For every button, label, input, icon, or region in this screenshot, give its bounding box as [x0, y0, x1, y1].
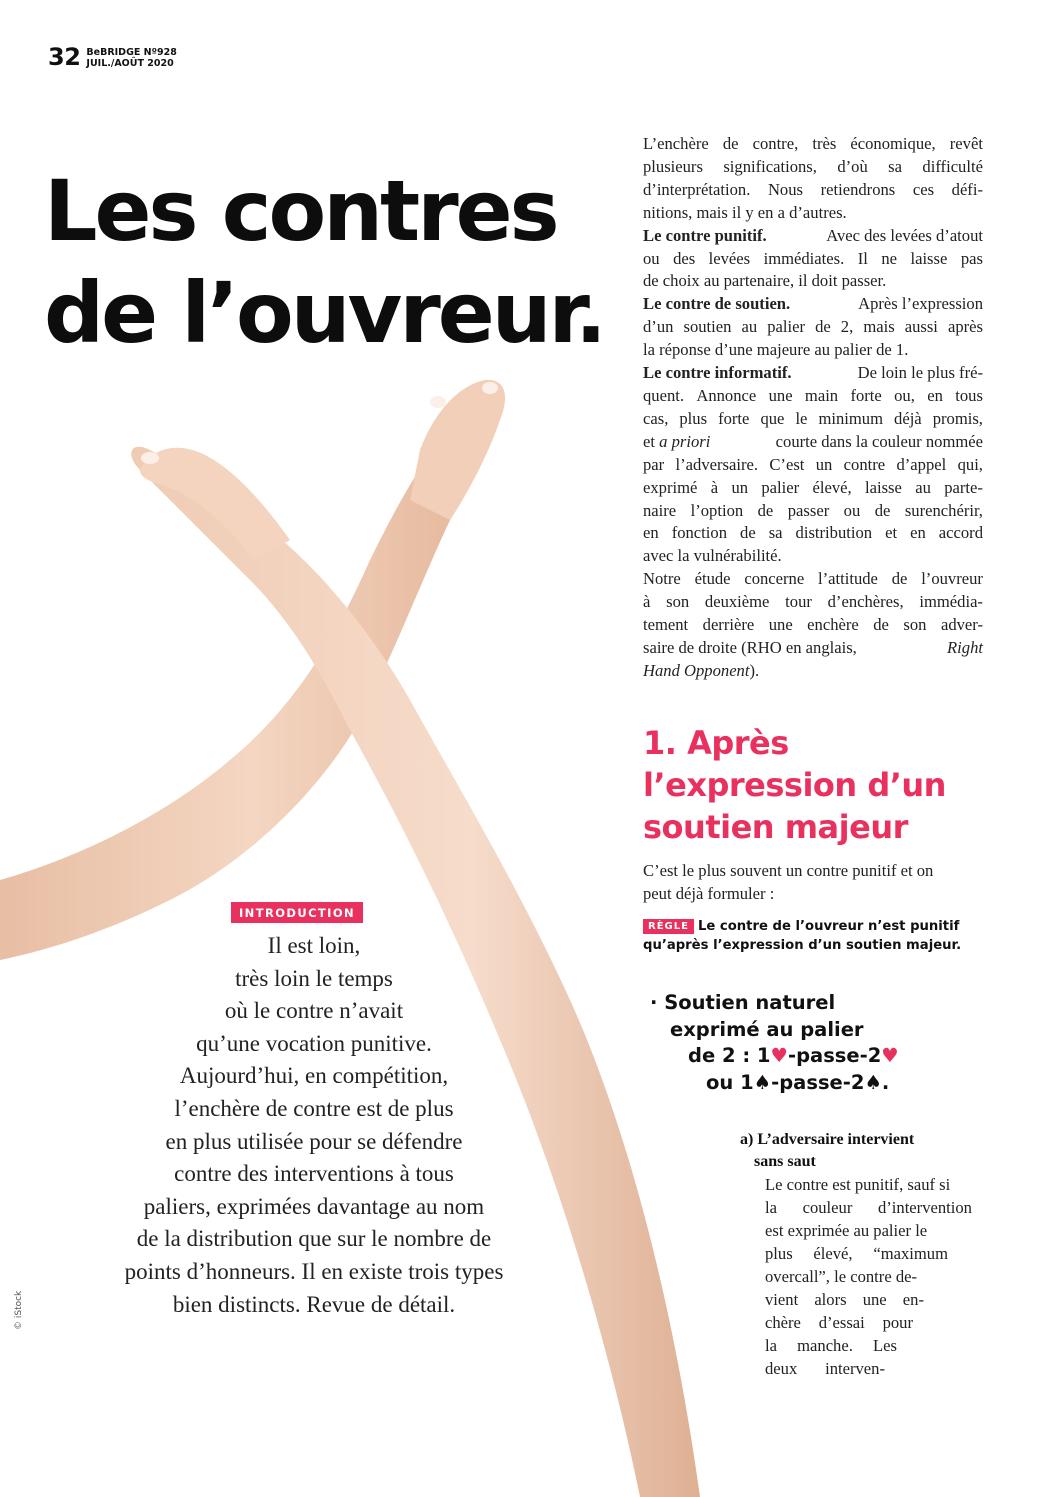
subsection-heading-line-1: a) L’adversaire intervient	[740, 1131, 915, 1148]
word: deux	[765, 1359, 798, 1378]
body-line	[643, 568, 983, 591]
word: forte	[718, 408, 750, 428]
word: l’option	[690, 500, 744, 520]
word: contre	[843, 454, 886, 474]
section-title-line: l’expression d’un	[643, 766, 946, 804]
word: de	[891, 569, 908, 589]
word: sa	[888, 156, 902, 176]
intro-line: l’enchère de contre est de plus	[174, 1095, 454, 1121]
subsection-heading-line-2: sans saut	[754, 1153, 816, 1170]
intro-line: en plus utilisée pour se défendre	[165, 1128, 463, 1154]
word: tour	[785, 592, 812, 612]
word: est exprimée au palier le	[765, 1221, 928, 1240]
subsection-line	[765, 1357, 885, 1380]
heart-icon: ♥	[881, 1044, 899, 1067]
introduction-label: INTRODUCTION	[231, 902, 363, 923]
word: très	[812, 134, 837, 153]
section-intro	[643, 859, 983, 905]
word: en	[643, 523, 659, 543]
section-title	[643, 722, 946, 848]
word: cas,	[643, 408, 669, 428]
word: forte	[850, 385, 882, 405]
word: à	[643, 592, 651, 612]
word: ne	[881, 248, 897, 268]
intro-line: de la distribution que sur le nombre de	[136, 1226, 492, 1252]
word: d’où	[837, 156, 868, 176]
subsection-line	[765, 1196, 972, 1219]
word: de	[874, 500, 891, 520]
word: surenchérir,	[904, 500, 983, 520]
section-title-line: soutien majeur	[643, 808, 908, 846]
word: le	[795, 408, 808, 428]
word: concerne	[744, 569, 805, 589]
word: deuxième	[704, 592, 770, 612]
word: de	[740, 523, 756, 543]
intro-line: bien distincts. Revue de détail.	[172, 1291, 456, 1317]
body-line	[643, 156, 983, 179]
word: adver-	[940, 615, 983, 635]
body-line-informatif: Le contre informatif. De loin le plus fré-	[643, 362, 983, 385]
word: Nous	[767, 179, 803, 199]
word: son	[666, 592, 690, 612]
word: la	[765, 1198, 777, 1217]
word: que	[760, 408, 785, 428]
word: un	[731, 477, 749, 497]
word: et	[885, 523, 898, 543]
body-line: la réponse d’une majeure au palier de 1.	[643, 340, 909, 360]
body-line-soutien: Le contre de soutien. Après l’expression	[643, 293, 983, 316]
word: d’intervention	[877, 1198, 972, 1217]
rule-text-line-2: qu’après l’expression d’un soutien majeur.	[643, 938, 962, 953]
word: Il	[857, 248, 868, 268]
word: soutien	[683, 317, 732, 337]
word: manche.	[797, 1336, 853, 1355]
word: élevé,	[812, 477, 852, 497]
word: derrière	[702, 615, 755, 635]
term-soutien: Le contre de soutien.	[643, 294, 791, 314]
word: son	[903, 615, 927, 635]
word: après	[947, 317, 983, 337]
word: main	[804, 385, 839, 405]
word: sa	[768, 523, 783, 543]
body-line-a-priori: et a priori courte dans la couleur nommée	[643, 431, 983, 451]
intro-line: paliers, exprimées davantage au nom	[143, 1193, 485, 1219]
rule-box	[643, 917, 988, 955]
word: en-	[902, 1290, 924, 1309]
word: pas	[960, 248, 983, 268]
subsection-text	[765, 1173, 983, 1380]
issue-date: JUIL./AOÛT 2020	[86, 58, 174, 69]
section-intro-line: peut déjà formuler :	[643, 884, 775, 903]
subsection-heading	[740, 1129, 914, 1173]
word: en	[927, 385, 943, 405]
word: ou	[843, 500, 861, 520]
spade-icon: ♠	[864, 1070, 882, 1094]
word: de	[757, 500, 774, 520]
word: qui,	[957, 454, 983, 474]
term-informatif: Le contre informatif.	[643, 363, 792, 383]
word: tous	[955, 385, 983, 405]
section-title-line: 1. Après	[643, 724, 789, 762]
word: laisse	[910, 248, 948, 268]
introduction-text	[96, 930, 532, 1321]
title-line-2: de l’ouvreur.	[44, 264, 604, 362]
word: d’un	[643, 317, 674, 337]
subsection-line	[765, 1242, 948, 1265]
word: passer	[787, 500, 830, 520]
word: mais	[863, 317, 895, 337]
word: l’adversaire.	[675, 454, 759, 474]
folio	[48, 44, 177, 70]
word: élevé,	[813, 1244, 853, 1263]
page-number: 32	[48, 43, 81, 71]
word: plus	[679, 408, 708, 428]
word: de	[873, 615, 889, 635]
body-line-rho: saire de droite (RHO en anglais, Right	[643, 637, 983, 657]
word: Annonce	[696, 385, 757, 405]
subsection-line	[765, 1265, 940, 1288]
subsection-line	[765, 1311, 913, 1334]
word: plusieurs	[643, 156, 703, 176]
term-punitif: Le contre punitif.	[643, 225, 767, 245]
body-line	[643, 614, 983, 637]
word: l’attitude	[818, 569, 878, 589]
word: Les	[873, 1336, 897, 1355]
body-line	[643, 179, 983, 202]
word: la	[765, 1336, 777, 1355]
intro-line: qu’une vocation punitive.	[196, 1030, 432, 1056]
word: significations,	[723, 156, 817, 176]
subtitle-line-4: ou 1♠-passe-2♠.	[706, 1070, 890, 1094]
word: naire	[643, 500, 677, 520]
word: minimum	[818, 408, 883, 428]
spade-icon: ♠	[753, 1070, 772, 1094]
word: accord	[938, 523, 983, 543]
word: une	[768, 385, 793, 405]
word: vient	[765, 1290, 799, 1309]
subsection-line	[765, 1219, 959, 1242]
word: un	[815, 454, 833, 474]
word: difficulté	[922, 156, 983, 176]
word: de	[815, 317, 831, 337]
word: défi-	[951, 179, 983, 199]
word: ces	[912, 179, 935, 199]
intro-line: où le contre n’avait	[224, 998, 404, 1024]
photo-credit: © iStock	[14, 1290, 24, 1330]
word: d’enchères,	[827, 592, 904, 612]
word: par	[643, 454, 665, 474]
title-line-1: Les contres	[44, 162, 557, 260]
word: palier	[767, 317, 805, 337]
word: l’ouvreur	[921, 569, 983, 589]
intro-line: Aujourd’hui, en compétition,	[179, 1063, 449, 1089]
body-line	[643, 316, 983, 339]
word: retiendrons	[820, 179, 896, 199]
intro-line: très loin le temps	[235, 965, 393, 991]
subsection-line	[765, 1334, 897, 1357]
word: en	[910, 523, 926, 543]
word: immédia-	[919, 592, 983, 612]
word: revêt	[949, 134, 983, 153]
word: économique,	[850, 134, 936, 153]
word: alors	[814, 1290, 847, 1309]
word: enchère	[807, 615, 859, 635]
page-title	[44, 160, 604, 364]
word: de	[722, 134, 739, 153]
word: quent.	[643, 385, 685, 405]
word: au	[741, 317, 758, 337]
section-intro-line: C’est le plus souvent un contre punitif et on	[643, 861, 934, 880]
word: déjà	[894, 408, 922, 428]
body-line	[643, 477, 983, 500]
word: interven-	[825, 1359, 885, 1378]
word: ou	[643, 248, 660, 268]
issue-info	[86, 44, 176, 69]
word: L’enchère	[643, 134, 709, 153]
body-line-punitif: Le contre punitif. Avec des levées d’atout	[643, 225, 983, 248]
body-line: de choix au partenaire, il doit passer.	[643, 271, 887, 291]
word: C’est	[769, 454, 805, 474]
right-hand-fingers	[410, 380, 505, 520]
word: couleur	[802, 1198, 853, 1217]
word: Notre	[643, 569, 681, 589]
subtitle-line-3: de 2 : 1♥-passe-2♥	[688, 1044, 899, 1067]
word: étude	[694, 569, 731, 589]
body-line	[643, 248, 983, 271]
word: d’appel	[896, 454, 947, 474]
body-line	[643, 385, 983, 408]
body-column	[643, 133, 983, 683]
word: une	[862, 1290, 887, 1309]
subtitle-line-1: · Soutien naturel	[650, 991, 836, 1014]
body-line	[643, 408, 983, 431]
word: contre,	[752, 134, 799, 153]
word: parte-	[944, 477, 983, 497]
word: plus	[765, 1244, 793, 1263]
heart-icon: ♥	[770, 1044, 788, 1067]
subtitle-line-2: exprimé au palier	[670, 1017, 864, 1041]
word: immédiates.	[763, 248, 845, 268]
word: levées	[708, 248, 751, 268]
body-line	[643, 522, 983, 545]
body-line	[643, 591, 983, 614]
body-line: avec la vulnérabilité.	[643, 546, 782, 566]
word: ou,	[894, 385, 915, 405]
crossed-hands-image	[0, 360, 720, 1497]
word: au	[915, 477, 931, 497]
subsection-line	[765, 1288, 924, 1311]
word: promis,	[932, 408, 983, 428]
word: laisse	[865, 477, 902, 497]
subsection-line	[765, 1173, 983, 1196]
word: d’essai	[818, 1313, 865, 1332]
body-line	[643, 454, 983, 477]
rule-badge: RÈGLE	[643, 919, 694, 934]
body-line: nitions, mais il y en a d’autres.	[643, 202, 847, 222]
word: une	[768, 615, 793, 635]
magazine-name: BeBRIDGE Nº928	[86, 47, 177, 58]
body-line	[643, 500, 983, 523]
rule-text-line-1: Le contre de l’ouvreur n’est punitif	[697, 919, 960, 934]
word: chère	[765, 1313, 801, 1332]
word: exprimé	[643, 477, 698, 497]
word: pour	[882, 1313, 913, 1332]
intro-line: points d’honneurs. Il en existe trois types	[124, 1258, 504, 1284]
word: palier	[761, 477, 800, 497]
subsection-title	[650, 990, 899, 1096]
word: à	[710, 477, 719, 497]
intro-line: contre des interventions à tous	[174, 1161, 454, 1187]
word: aussi	[904, 317, 938, 337]
body-line: Hand Opponent ).	[643, 660, 760, 680]
word: tement	[643, 615, 689, 635]
word: distribution	[795, 523, 873, 543]
word: overcall”, le contre de-	[765, 1267, 918, 1286]
body-line	[643, 133, 983, 156]
word: Le contre est punitif, sauf si	[765, 1175, 951, 1194]
word: 2,	[840, 317, 854, 337]
intro-line: Il est loin,	[267, 933, 361, 958]
word: fonction	[671, 523, 727, 543]
word: “maximum	[873, 1244, 948, 1263]
word: des	[673, 248, 696, 268]
word: d’interprétation.	[643, 179, 751, 199]
